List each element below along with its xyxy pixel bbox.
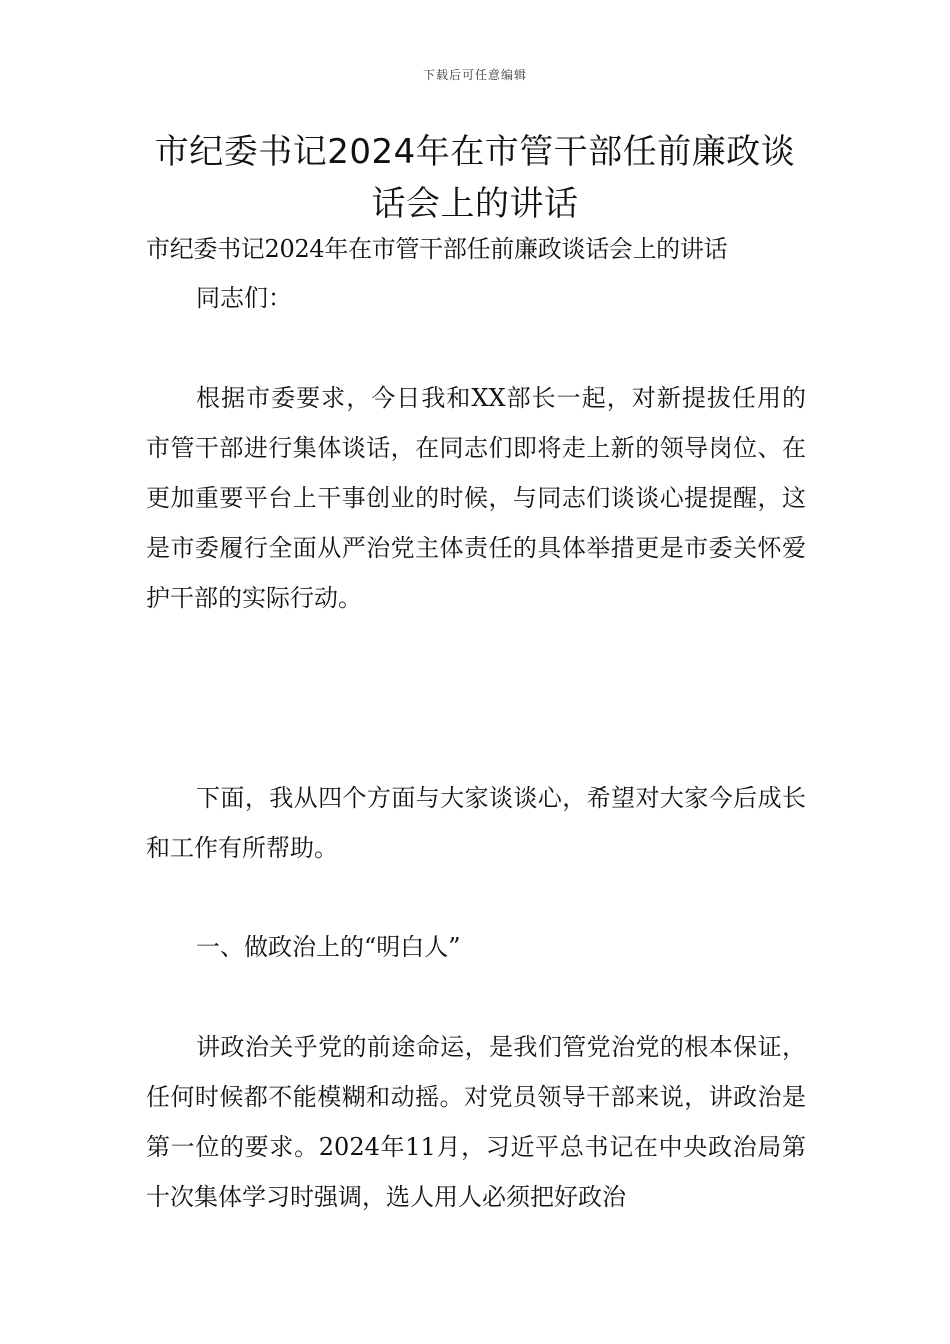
document-subtitle: 市纪委书记2024年在市管干部任前廉政谈话会上的讲话 xyxy=(146,235,728,263)
document-title: 市纪委书记2024年在市管干部任前廉政谈话会上的讲话 xyxy=(154,132,796,224)
salutation: 同志们： xyxy=(196,284,292,312)
section-paragraph: 讲政治关乎党的前途命运，是我们管党治党的根本保证，任何时候都不能模糊和动摇。对党员领导干部来说，讲政治是第一位的要求。2024年11月，习近平总书记在中央政治局第十次集体学习时强调，选人用人必须把好政治 xyxy=(146,1033,806,1211)
paragraph-overview: 下面，我从四个方面与大家谈谈心，希望对大家今后成长和工作有所帮助。 xyxy=(146,784,806,862)
paragraph-intro: 根据市委要求，今日我和XX部长一起，对新提拔任用的市管干部进行集体谈话，在同志们即将走上新的领导岗位、在更加重要平台上干事创业的时候，与同志们谈谈心提提醒，这是市委履行全面从严治党主体责任的具体举措更是市委关怀爱护干部的实际行动。 xyxy=(146,384,806,612)
section-heading: 一、做政治上的“明白人” xyxy=(196,933,461,961)
header-note: 下载后可任意编辑 xyxy=(422,68,527,82)
